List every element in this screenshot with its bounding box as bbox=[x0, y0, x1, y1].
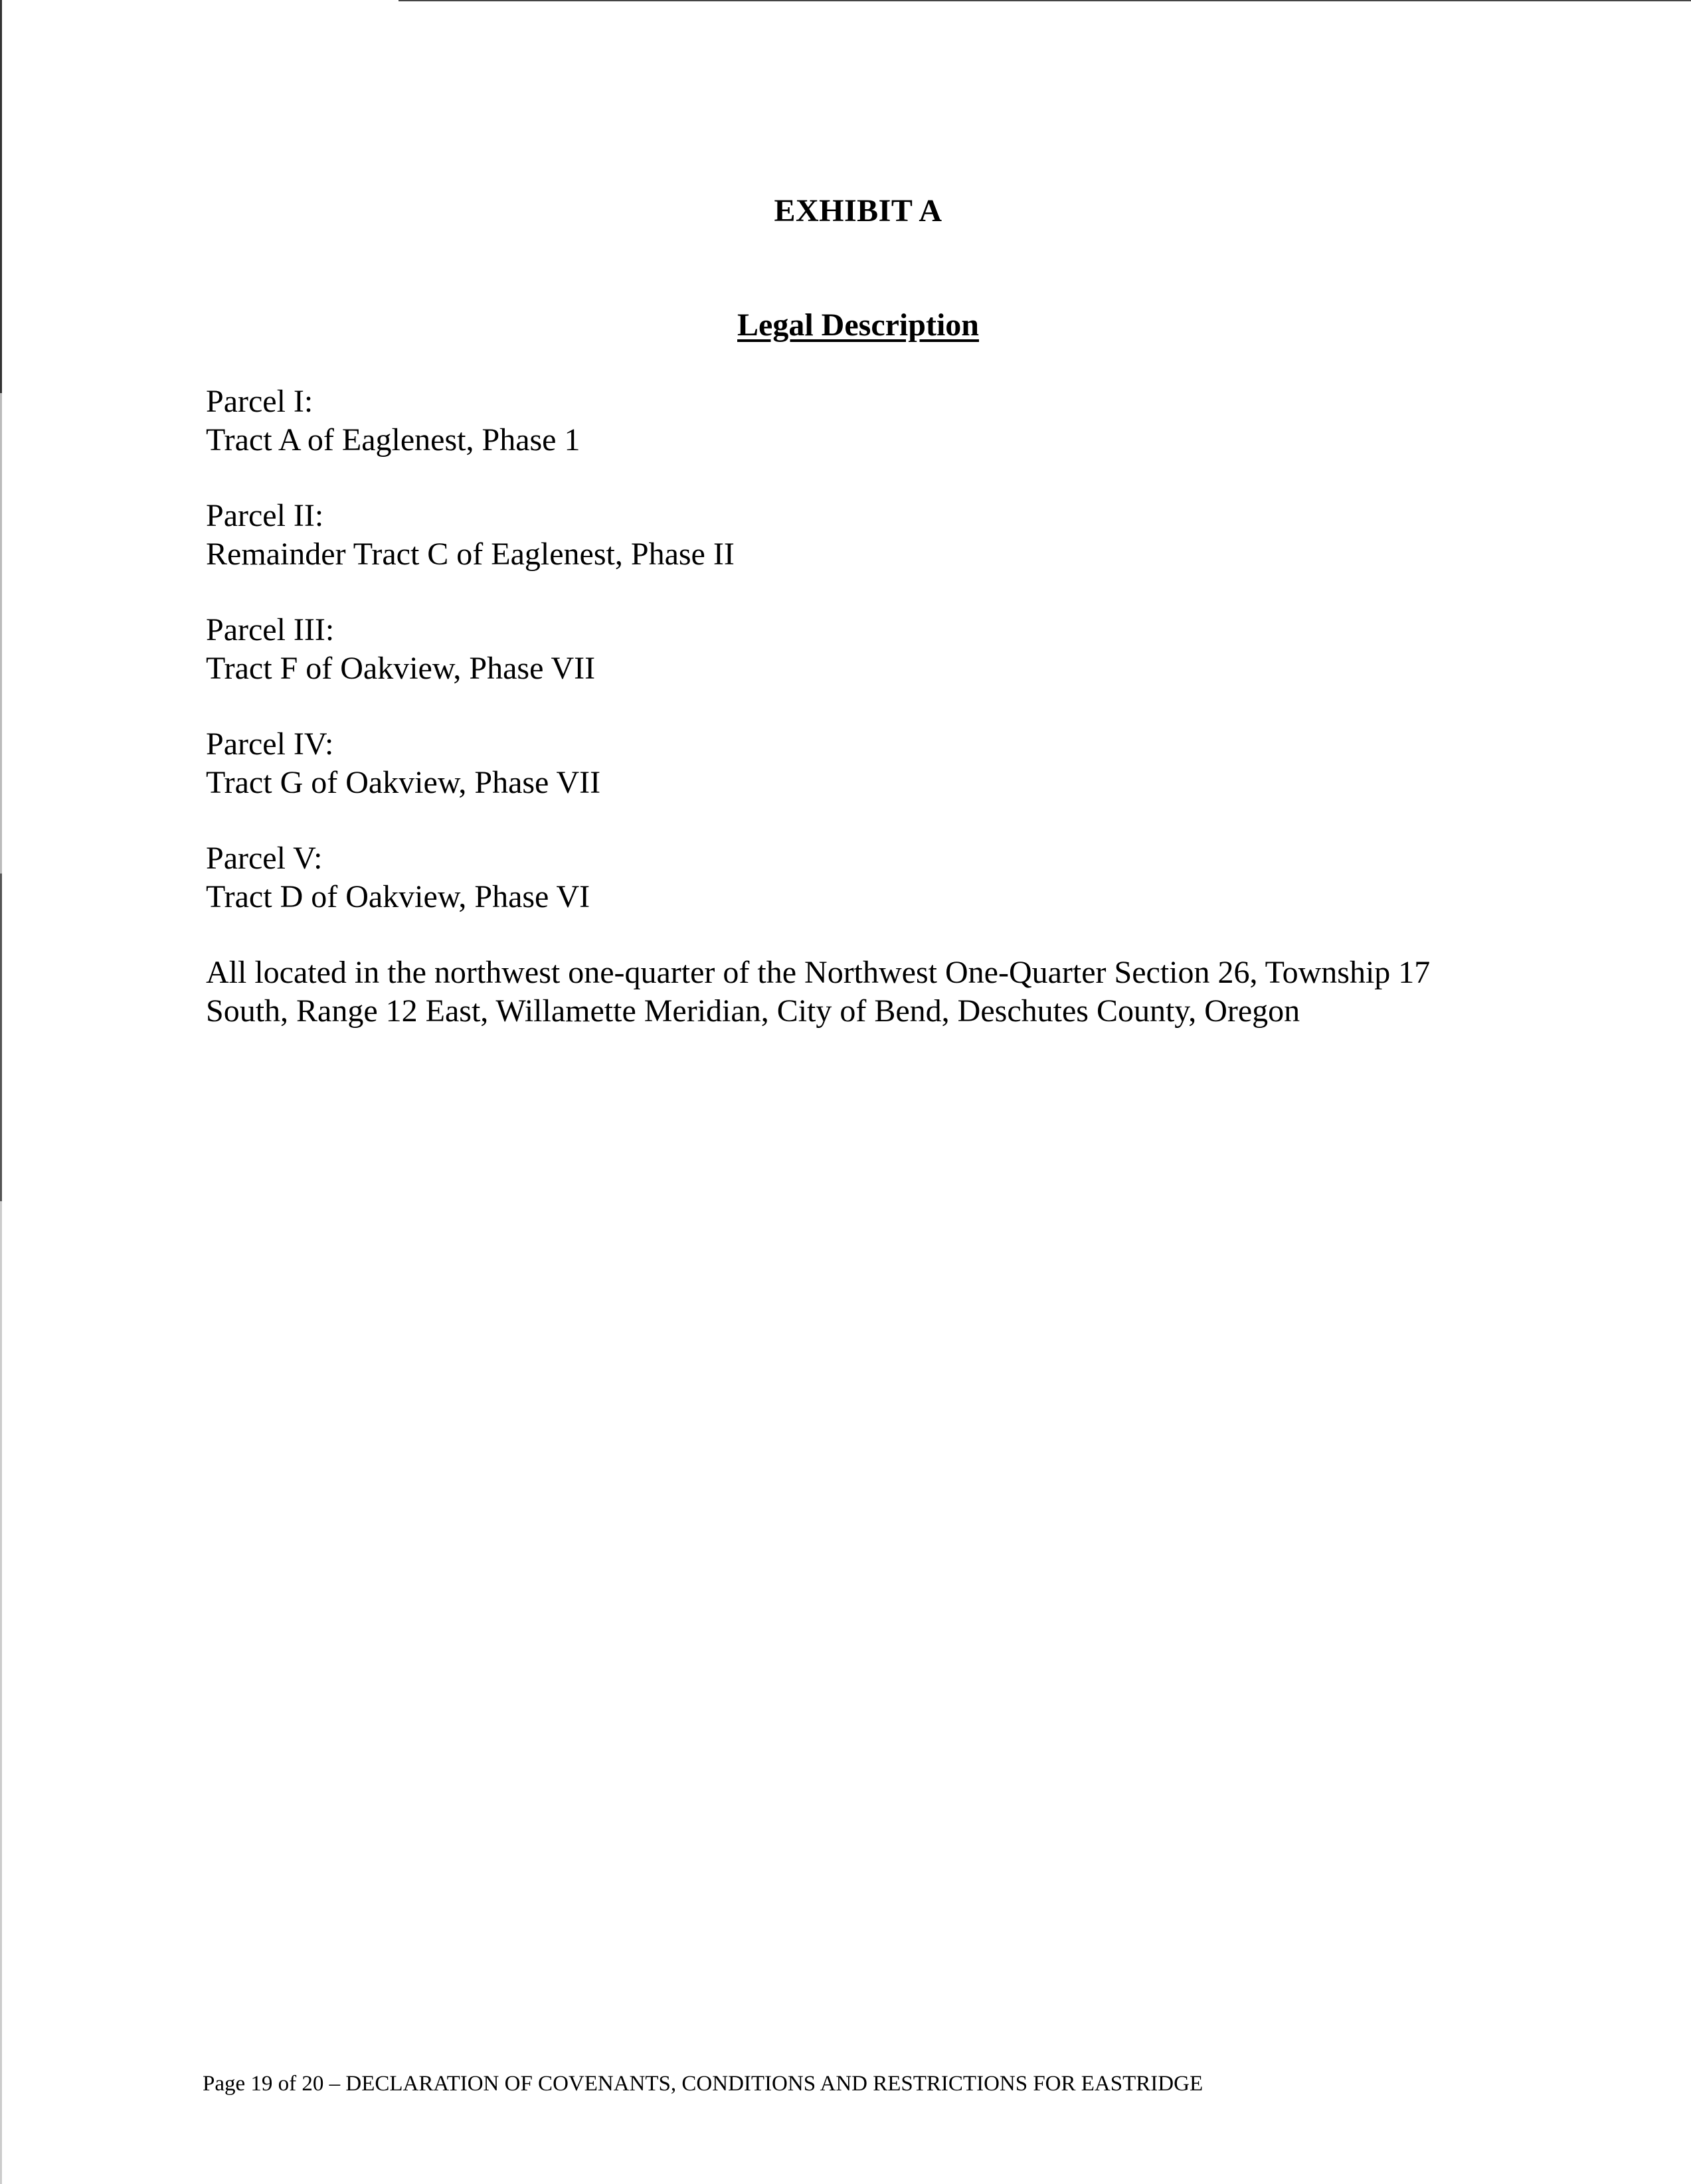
parcel-1 bbox=[206, 382, 1534, 460]
parcel-label: Parcel IV: bbox=[206, 726, 334, 762]
page-footer bbox=[203, 2072, 1203, 2096]
parcel-label: Parcel I: bbox=[206, 384, 313, 419]
parcel-description: Tract D of Oakview, Phase VI bbox=[206, 879, 590, 914]
footer-separator: – bbox=[329, 2072, 341, 2096]
legal-description-heading: Legal Description bbox=[737, 307, 979, 343]
parcel-2 bbox=[206, 497, 1534, 574]
parcel-description: Remainder Tract C of Eaglenest, Phase II bbox=[206, 537, 735, 572]
parcel-label: Parcel V: bbox=[206, 841, 323, 876]
legal-description-body bbox=[206, 382, 1534, 1031]
parcel-3 bbox=[206, 611, 1534, 688]
parcel-4 bbox=[206, 725, 1534, 802]
scan-edge-top bbox=[399, 0, 1691, 1]
parcel-label: Parcel II: bbox=[206, 498, 324, 533]
location-paragraph bbox=[206, 954, 1534, 1031]
location-line-2: South, Range 12 East, Willamette Meridian, City of Bend, Deschutes County, Oregon bbox=[206, 993, 1300, 1029]
footer-document-name: DECLARATION OF COVENANTS, CONDITIONS AND RESTRICTIONS FOR EASTRIDGE bbox=[345, 2072, 1203, 2096]
parcel-5 bbox=[206, 839, 1534, 916]
parcel-description: Tract A of Eaglenest, Phase 1 bbox=[206, 422, 580, 458]
page-number: Page 19 of 20 bbox=[203, 2072, 324, 2096]
parcel-description: Tract G of Oakview, Phase VII bbox=[206, 765, 601, 800]
parcel-label: Parcel III: bbox=[206, 612, 335, 647]
exhibit-title: EXHIBIT A bbox=[774, 193, 942, 228]
location-line-1: All located in the northwest one-quarter of the Northwest One-Quarter Section 26, Township 17 bbox=[206, 955, 1431, 990]
parcel-description: Tract F of Oakview, Phase VII bbox=[206, 651, 596, 686]
